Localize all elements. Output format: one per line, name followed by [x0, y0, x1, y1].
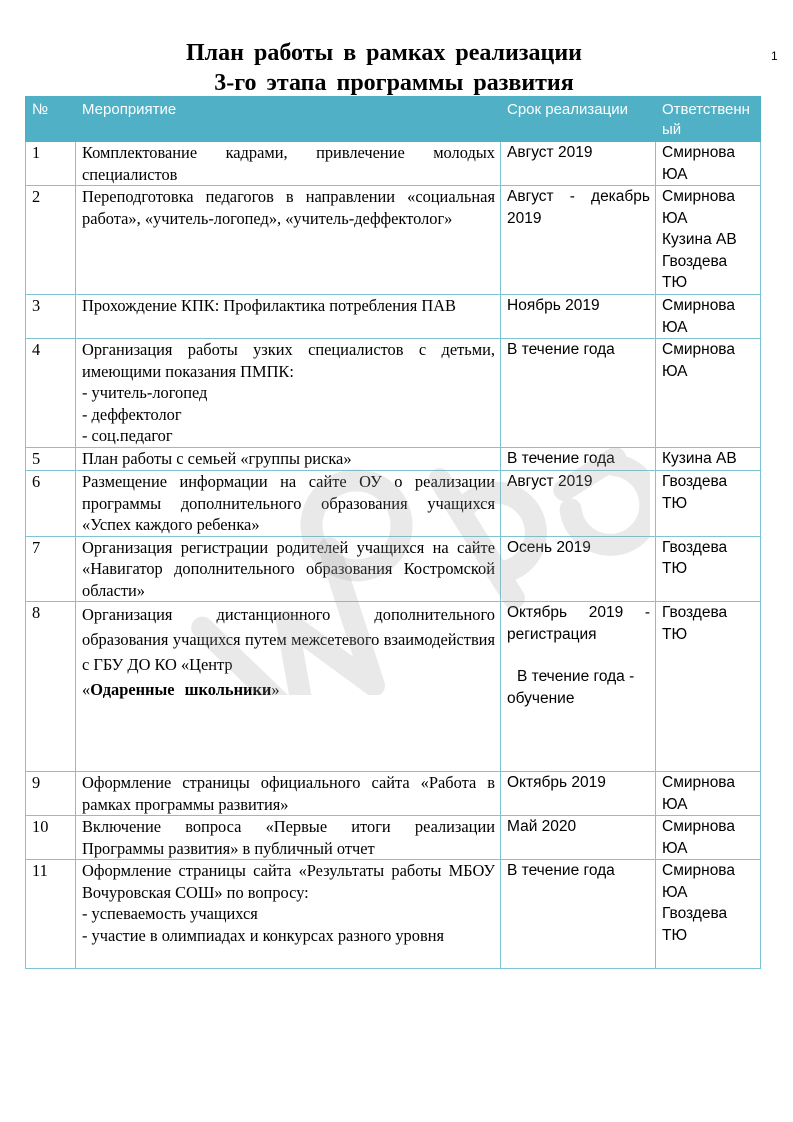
table-row	[26, 772, 761, 816]
row-responsible	[656, 339, 761, 448]
page-title	[0, 38, 793, 98]
table-row	[26, 860, 761, 969]
responsible-name: Гвоздева ТЮ	[662, 252, 728, 291]
responsible-name: Кузина АВ	[662, 450, 737, 467]
row-event	[76, 860, 501, 969]
header-event: Мероприятие	[76, 97, 501, 142]
row-term	[501, 602, 656, 772]
quote-open: «	[82, 680, 91, 699]
title-line-1: План работы в рамках реализации	[186, 40, 582, 66]
event-list-item: - деффектолог	[82, 404, 182, 424]
row-term: Ноябрь 2019	[501, 295, 656, 339]
event-bold-text: Одаренные школьники	[90, 680, 272, 699]
row-num: 11	[26, 860, 76, 969]
row-event	[76, 339, 501, 448]
row-event: Комплектование кадрами, привлечение молодых специалистов	[76, 142, 501, 186]
row-responsible	[656, 536, 761, 602]
term-line: регистрация	[507, 625, 597, 643]
table-row	[26, 471, 761, 537]
responsible-name: Смирнова ЮА	[662, 297, 735, 336]
row-event	[76, 602, 501, 772]
row-num: 5	[26, 448, 76, 471]
row-num: 6	[26, 471, 76, 537]
event-text: Оформление страницы сайта «Результаты работы МБОУ Вочуровская СОШ» по вопросу:	[82, 861, 495, 902]
row-responsible	[656, 186, 761, 295]
table-row	[26, 816, 761, 860]
header-responsible: Ответственный	[656, 97, 761, 142]
row-num: 9	[26, 772, 76, 816]
term-line: Октябрь 2019 -	[507, 604, 650, 621]
event-list-item: - соц.педагог	[82, 426, 173, 445]
event-text: Организация дистанционного дополнительного образования учащихся путем межсетевого взаимодействия с ГБУ ДО КО «Центр	[82, 605, 495, 674]
event-list-item: - учитель-логопед	[82, 383, 208, 402]
row-term: Май 2020	[501, 816, 656, 860]
table-row	[26, 186, 761, 295]
row-event: Включение вопроса «Первые итоги реализации Программы развития» в публичный отчет	[76, 816, 501, 860]
row-term: Август - декабрь 2019	[501, 186, 656, 295]
work-plan-table	[25, 96, 761, 969]
responsible-name: Гвоздева ТЮ	[662, 604, 728, 643]
table-row	[26, 339, 761, 448]
row-num: 3	[26, 295, 76, 339]
row-event: Прохождение КПК: Профилактика потребления ПАВ	[76, 295, 501, 339]
event-bold-line	[82, 677, 495, 702]
row-responsible	[656, 860, 761, 969]
row-responsible	[656, 772, 761, 816]
row-responsible	[656, 471, 761, 537]
row-responsible	[656, 142, 761, 186]
row-term: Осень 2019	[501, 536, 656, 602]
responsible-name: Смирнова ЮА	[662, 862, 735, 901]
row-term: В течение года	[501, 339, 656, 448]
event-text: Организация работы узких специалистов с детьми, имеющими показания ПМПК:	[82, 340, 495, 381]
row-num: 7	[26, 536, 76, 602]
responsible-name: Гвоздева ТЮ	[662, 538, 728, 577]
row-num: 10	[26, 816, 76, 860]
row-event: Размещение информации на сайте ОУ о реализации программы дополнительного образования учащихся «Успех каждого ребенка»	[76, 471, 501, 537]
table-row	[26, 448, 761, 471]
responsible-name: Смирнова ЮА	[662, 818, 735, 857]
header-term: Срок реализации	[501, 97, 656, 142]
row-responsible	[656, 816, 761, 860]
responsible-name: Смирнова ЮА	[662, 144, 735, 183]
row-responsible	[656, 448, 761, 471]
responsible-name: Гвоздева ТЮ	[662, 905, 728, 944]
responsible-name: Смирнова ЮА	[662, 188, 735, 227]
row-term: В течение года	[501, 448, 656, 471]
responsible-name: Кузина АВ	[662, 231, 737, 248]
term-line: обучение	[507, 689, 575, 707]
row-event: Оформление страницы официального сайта «Работа в рамках программы развития»	[76, 772, 501, 816]
row-term: Октябрь 2019	[501, 772, 656, 816]
table-row	[26, 295, 761, 339]
row-event: Переподготовка педагогов в направлении «социальная работа», «учитель-логопед», «учитель-деффектолог»	[76, 186, 501, 295]
table-header-row	[26, 97, 761, 142]
row-responsible	[656, 295, 761, 339]
responsible-name: Смирнова ЮА	[662, 341, 735, 380]
table-row	[26, 536, 761, 602]
row-num: 2	[26, 186, 76, 295]
row-event: План работы с семьей «группы риска»	[76, 448, 501, 471]
table-row	[26, 142, 761, 186]
table-row	[26, 602, 761, 772]
row-num: 4	[26, 339, 76, 448]
row-term: Август 2019	[501, 142, 656, 186]
row-responsible	[656, 602, 761, 772]
row-event: Организация регистрации родителей учащихся на сайте «Навигатор дополнительного образования Костромской области»	[76, 536, 501, 602]
event-list-item: - участие в олимпиадах и конкурсах разного уровня	[82, 925, 445, 945]
page-number: 1	[771, 49, 778, 63]
quote-close: »	[271, 680, 280, 699]
event-list-item: - успеваемость учащихся	[82, 904, 258, 923]
title-line-2: 3-го этапа программы развития	[214, 70, 574, 96]
responsible-name: Гвоздева ТЮ	[662, 473, 728, 512]
term-line: В течение года -	[517, 668, 635, 685]
row-term: Август 2019	[501, 471, 656, 537]
header-num: №	[26, 97, 76, 142]
term-spacer	[507, 645, 650, 666]
row-term: В течение года	[501, 860, 656, 969]
row-num: 1	[26, 142, 76, 186]
row-num: 8	[26, 602, 76, 772]
responsible-name: Смирнова ЮА	[662, 774, 735, 813]
